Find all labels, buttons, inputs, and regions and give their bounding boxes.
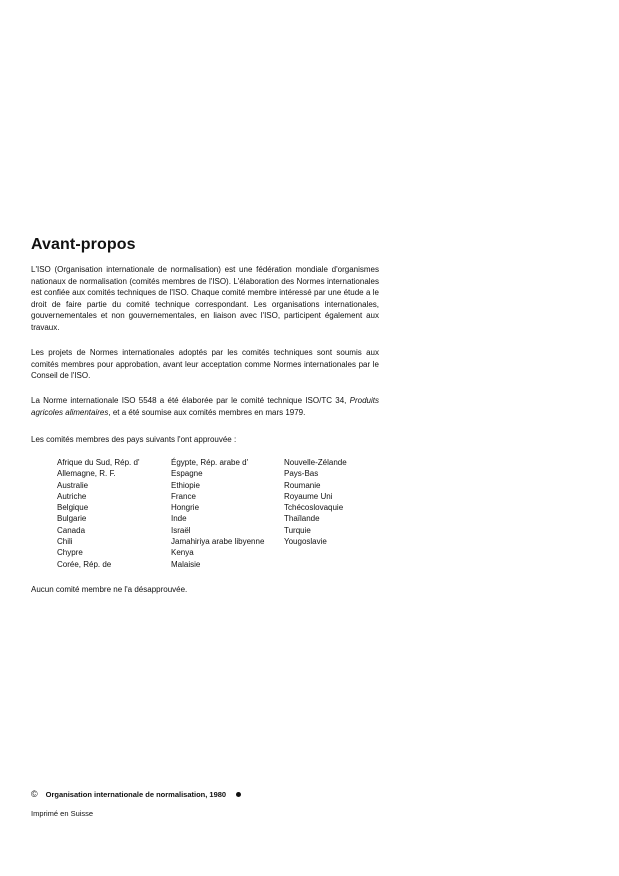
country-item: Afrique du Sud, Rép. d' — [57, 458, 140, 467]
countries-column-1 — [57, 457, 171, 570]
foreword-paragraph-3 — [31, 395, 379, 418]
country-item: Malaisie — [171, 559, 201, 569]
paragraph-3-start: La Norme internationale ISO 5548 a été élaborée par le comité technique ISO/TC 34, — [31, 396, 347, 405]
country-item: Australie — [57, 480, 89, 490]
country-item: Bulgarie — [57, 514, 87, 524]
country-item: Corée, Rép. de — [57, 559, 112, 569]
country-item: Égypte, Rép. arabe d' — [171, 458, 249, 467]
countries-column-2 — [171, 457, 284, 570]
foreword-paragraph-5: Aucun comité membre ne l'a désapprouvée. — [31, 585, 188, 594]
country-item: Allemagne, R. F. — [57, 469, 116, 479]
printed-in-note: Imprimé en Suisse — [31, 809, 94, 818]
country-item: Autriche — [57, 491, 87, 501]
paragraph-3-end: , et a été soumise aux comités membres en mars 1979. — [108, 407, 306, 417]
country-item: Hongrie — [171, 503, 200, 513]
country-item: Espagne — [171, 469, 203, 479]
country-item: Yougoslavie — [284, 537, 327, 547]
country-item: Ethiopie — [171, 480, 200, 490]
country-item: Jamahiriya arabe libyenne — [171, 537, 265, 547]
foreword-paragraph-2: Les projets de Normes internationales adoptés par les comités techniques sont soumis aux comités membres pour approbation, avant leur acceptation comme Normes internationales par le Conseil de l'ISO. — [31, 348, 379, 381]
country-item: Nouvelle-Zélande — [284, 458, 347, 467]
country-item: Tchécoslovaquie — [284, 503, 344, 513]
country-item: Thaïlande — [284, 514, 320, 524]
country-item: Chypre — [57, 548, 83, 558]
country-item: Inde — [171, 514, 187, 524]
country-item: Kenya — [171, 548, 194, 558]
foreword-paragraph-4: Les comités membres des pays suivants l'ont approuvée : — [31, 435, 237, 444]
country-item: Belgique — [57, 503, 89, 513]
bullet-icon — [236, 792, 241, 797]
country-item: Canada — [57, 525, 86, 535]
country-item: Royaume Uni — [284, 491, 333, 501]
copyright-text: Organisation internationale de normalisation, 1980 — [45, 789, 227, 799]
country-item: Chili — [57, 537, 73, 547]
countries-column-3 — [284, 457, 394, 570]
country-item: Turquie — [284, 525, 311, 535]
copyright-line — [31, 789, 241, 799]
committee-name: Produits agricoles alimentaires — [31, 396, 379, 417]
approving-countries-list — [57, 457, 394, 570]
foreword-paragraph-1: L'ISO (Organisation internationale de normalisation) est une fédération mondiale d'organismes nationaux de normalisation (comités membres de l'ISO). L'élaboration des Normes internationales est confiée aux comités techniques de l'ISO. Chaque comité membre intéressé par une étude a le droit de faire partie du comité technique correspondant. Les organisations internationales, gouvernementales et non gouvernementales, en liaison avec l'ISO, participent également aux travaux. — [31, 265, 379, 332]
page-title: Avant-propos — [31, 236, 136, 253]
copyright-icon: © — [31, 789, 38, 799]
country-item: France — [171, 491, 196, 501]
country-item: Pays-Bas — [284, 469, 319, 479]
country-item: Israël — [171, 525, 191, 535]
country-item: Roumanie — [284, 480, 321, 490]
